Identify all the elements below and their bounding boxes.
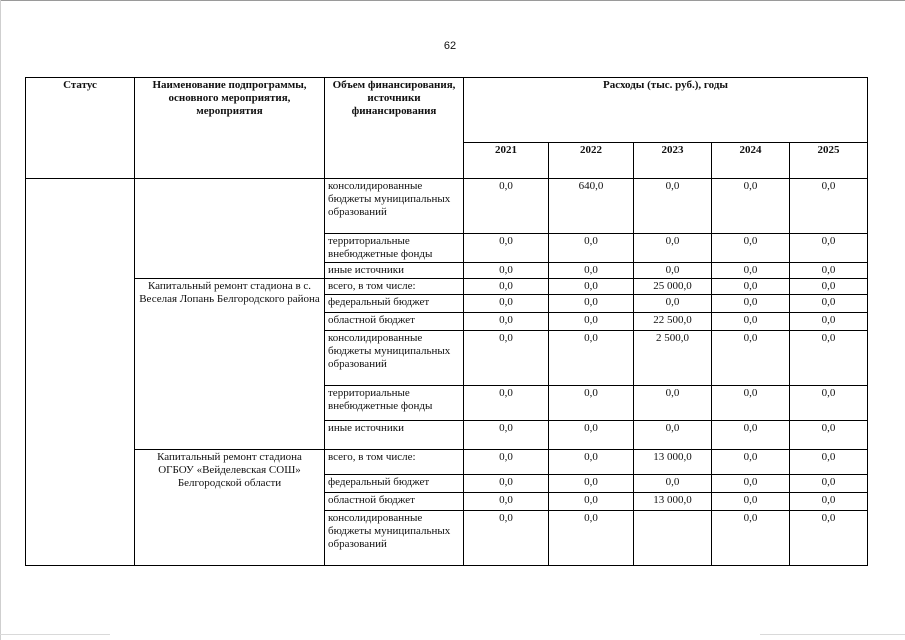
value-cell: 0,0 bbox=[549, 279, 634, 295]
value-cell: 0,0 bbox=[549, 263, 634, 279]
value-cell: 0,0 bbox=[634, 179, 712, 234]
value-cell: 0,0 bbox=[712, 450, 790, 475]
value-cell: 0,0 bbox=[712, 234, 790, 263]
value-cell: 0,0 bbox=[464, 234, 549, 263]
header-expenses: Расходы (тыс. руб.), годы bbox=[464, 78, 868, 143]
value-cell: 0,0 bbox=[790, 331, 868, 386]
header-year: 2024 bbox=[712, 143, 790, 179]
table-row bbox=[26, 179, 868, 234]
value-cell: 0,0 bbox=[712, 475, 790, 493]
value-cell: 0,0 bbox=[634, 421, 712, 450]
source-cell: всего, в том числе: bbox=[325, 450, 464, 475]
financing-table bbox=[25, 77, 868, 566]
value-cell: 0,0 bbox=[790, 493, 868, 511]
header-year: 2021 bbox=[464, 143, 549, 179]
header-row bbox=[26, 78, 868, 143]
scan-mark bbox=[760, 634, 905, 635]
scan-border-top bbox=[0, 0, 905, 1]
value-cell: 0,0 bbox=[790, 279, 868, 295]
value-cell: 0,0 bbox=[464, 511, 549, 566]
value-cell: 0,0 bbox=[549, 421, 634, 450]
value-cell: 0,0 bbox=[712, 279, 790, 295]
value-cell: 0,0 bbox=[790, 511, 868, 566]
source-cell: консолидированные бюджеты муниципальных образований bbox=[325, 179, 464, 234]
value-cell: 0,0 bbox=[790, 263, 868, 279]
value-cell: 0,0 bbox=[712, 179, 790, 234]
value-cell: 0,0 bbox=[464, 263, 549, 279]
value-cell: 0,0 bbox=[464, 331, 549, 386]
header-year: 2022 bbox=[549, 143, 634, 179]
value-cell: 0,0 bbox=[790, 313, 868, 331]
value-cell: 0,0 bbox=[549, 234, 634, 263]
value-cell: 22 500,0 bbox=[634, 313, 712, 331]
source-cell: иные источники bbox=[325, 421, 464, 450]
value-cell: 0,0 bbox=[712, 331, 790, 386]
value-cell: 0,0 bbox=[549, 511, 634, 566]
value-cell: 0,0 bbox=[790, 295, 868, 313]
value-cell: 0,0 bbox=[790, 234, 868, 263]
value-cell: 0,0 bbox=[712, 493, 790, 511]
value-cell: 0,0 bbox=[549, 331, 634, 386]
header-name: Наименование подпрограммы, основного мероприятия, мероприятия bbox=[135, 78, 325, 179]
source-cell: консолидированные бюджеты муниципальных образований bbox=[325, 331, 464, 386]
value-cell: 0,0 bbox=[464, 493, 549, 511]
source-cell: иные источники bbox=[325, 263, 464, 279]
header-status: Статус bbox=[26, 78, 135, 179]
value-cell: 0,0 bbox=[549, 450, 634, 475]
value-cell: 0,0 bbox=[464, 179, 549, 234]
table-row bbox=[26, 450, 868, 475]
value-cell: 0,0 bbox=[790, 386, 868, 421]
value-cell: 0,0 bbox=[464, 475, 549, 493]
header-volume: Объем финансирования, источники финансирования bbox=[325, 78, 464, 179]
header-year: 2025 bbox=[790, 143, 868, 179]
source-cell: территориальные внебюджетные фонды bbox=[325, 386, 464, 421]
value-cell: 0,0 bbox=[634, 386, 712, 421]
value-cell: 0,0 bbox=[712, 295, 790, 313]
value-cell: 13 000,0 bbox=[634, 493, 712, 511]
value-cell: 0,0 bbox=[464, 279, 549, 295]
value-cell: 0,0 bbox=[712, 511, 790, 566]
table-row bbox=[26, 279, 868, 295]
value-cell: 0,0 bbox=[549, 475, 634, 493]
value-cell: 0,0 bbox=[549, 386, 634, 421]
source-cell: консолидированные бюджеты муниципальных образований bbox=[325, 511, 464, 566]
value-cell: 0,0 bbox=[712, 386, 790, 421]
value-cell: 0,0 bbox=[464, 421, 549, 450]
value-cell: 0,0 bbox=[549, 295, 634, 313]
value-cell: 0,0 bbox=[712, 313, 790, 331]
header-year: 2023 bbox=[634, 143, 712, 179]
value-cell: 0,0 bbox=[634, 475, 712, 493]
value-cell: 0,0 bbox=[634, 263, 712, 279]
value-cell: 0,0 bbox=[464, 450, 549, 475]
value-cell: 0,0 bbox=[712, 263, 790, 279]
value-cell: 2 500,0 bbox=[634, 331, 712, 386]
value-cell: 0,0 bbox=[790, 421, 868, 450]
value-cell: 640,0 bbox=[549, 179, 634, 234]
source-cell: областной бюджет bbox=[325, 313, 464, 331]
page-number: 62 bbox=[443, 40, 457, 52]
value-cell: 25 000,0 bbox=[634, 279, 712, 295]
value-cell: 0,0 bbox=[712, 421, 790, 450]
value-cell: 0,0 bbox=[790, 179, 868, 234]
value-cell: 13 000,0 bbox=[634, 450, 712, 475]
value-cell: 0,0 bbox=[790, 450, 868, 475]
event-name-cell: Капитальный ремонт стадиона ОГБОУ «Вейделевская СОШ» Белгородской области bbox=[135, 450, 325, 566]
source-cell: всего, в том числе: bbox=[325, 279, 464, 295]
name-cell bbox=[135, 179, 325, 279]
source-cell: федеральный бюджет bbox=[325, 475, 464, 493]
value-cell: 0,0 bbox=[549, 313, 634, 331]
value-cell: 0,0 bbox=[464, 295, 549, 313]
scan-mark bbox=[0, 634, 110, 635]
status-cell bbox=[26, 179, 135, 566]
value-cell: 0,0 bbox=[634, 234, 712, 263]
value-cell: 0,0 bbox=[464, 313, 549, 331]
value-cell bbox=[634, 511, 712, 566]
scan-border-left bbox=[0, 0, 1, 640]
source-cell: территориальные внебюджетные фонды bbox=[325, 234, 464, 263]
event-name-cell: Капитальный ремонт стадиона в с. Веселая Лопань Белгородского района bbox=[135, 279, 325, 450]
value-cell: 0,0 bbox=[549, 493, 634, 511]
value-cell: 0,0 bbox=[464, 386, 549, 421]
source-cell: федеральный бюджет bbox=[325, 295, 464, 313]
value-cell: 0,0 bbox=[790, 475, 868, 493]
source-cell: областной бюджет bbox=[325, 493, 464, 511]
value-cell: 0,0 bbox=[634, 295, 712, 313]
